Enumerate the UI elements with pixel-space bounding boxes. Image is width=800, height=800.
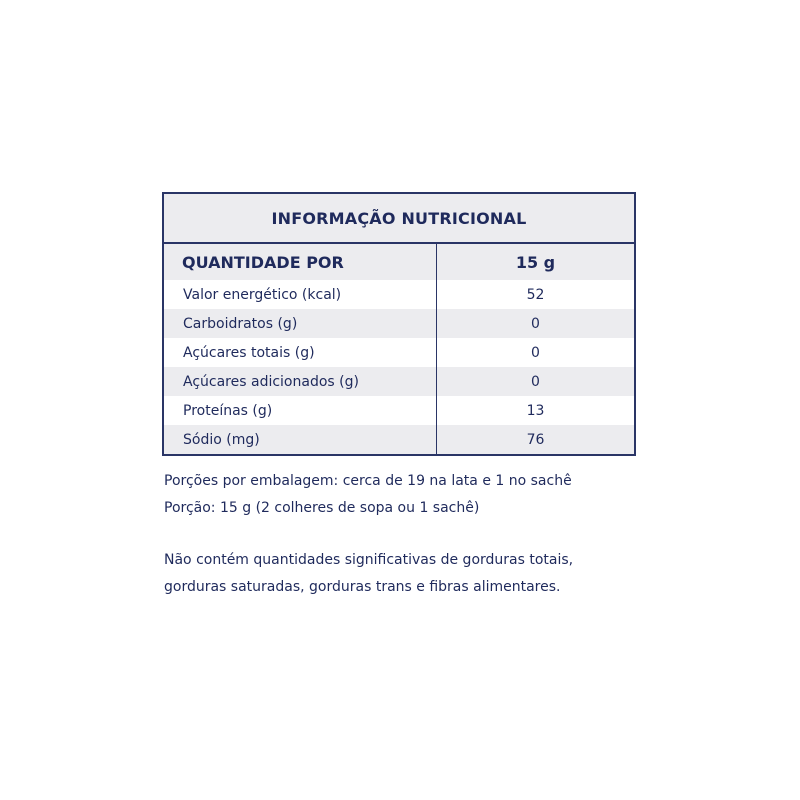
header-value: 15 g xyxy=(515,252,556,272)
nutrition-facts-table xyxy=(162,192,636,456)
row-label: Sódio (mg) xyxy=(164,425,437,454)
row-label: Carboidratos (g) xyxy=(164,309,437,338)
servings-info xyxy=(164,468,572,522)
row-label: Açúcares totais (g) xyxy=(164,338,437,367)
table-row xyxy=(164,396,634,425)
nutrition-disclaimer xyxy=(164,547,573,601)
servings-per-package: Porções por embalagem: cerca de 19 na lata e 1 no sachê xyxy=(164,473,572,489)
row-value: 52 xyxy=(526,286,545,303)
row-label: Proteínas (g) xyxy=(164,396,437,425)
table-header-row xyxy=(164,244,634,280)
row-value: 13 xyxy=(526,402,545,419)
table-row xyxy=(164,425,634,454)
disclaimer-line-2: gorduras saturadas, gorduras trans e fibras alimentares. xyxy=(164,579,561,595)
row-label: Valor energético (kcal) xyxy=(164,280,437,309)
table-title: INFORMAÇÃO NUTRICIONAL xyxy=(164,194,634,244)
row-value: 0 xyxy=(531,373,540,390)
row-value: 0 xyxy=(531,344,540,361)
table-row xyxy=(164,367,634,396)
portion-size: Porção: 15 g (2 colheres de sopa ou 1 sachê) xyxy=(164,500,480,516)
table-row xyxy=(164,280,634,309)
row-value: 76 xyxy=(526,431,545,448)
row-value: 0 xyxy=(531,315,540,332)
table-row xyxy=(164,309,634,338)
row-label: Açúcares adicionados (g) xyxy=(164,367,437,396)
table-row xyxy=(164,338,634,367)
header-label: QUANTIDADE POR xyxy=(164,244,437,280)
disclaimer-line-1: Não contém quantidades significativas de gorduras totais, xyxy=(164,552,574,568)
